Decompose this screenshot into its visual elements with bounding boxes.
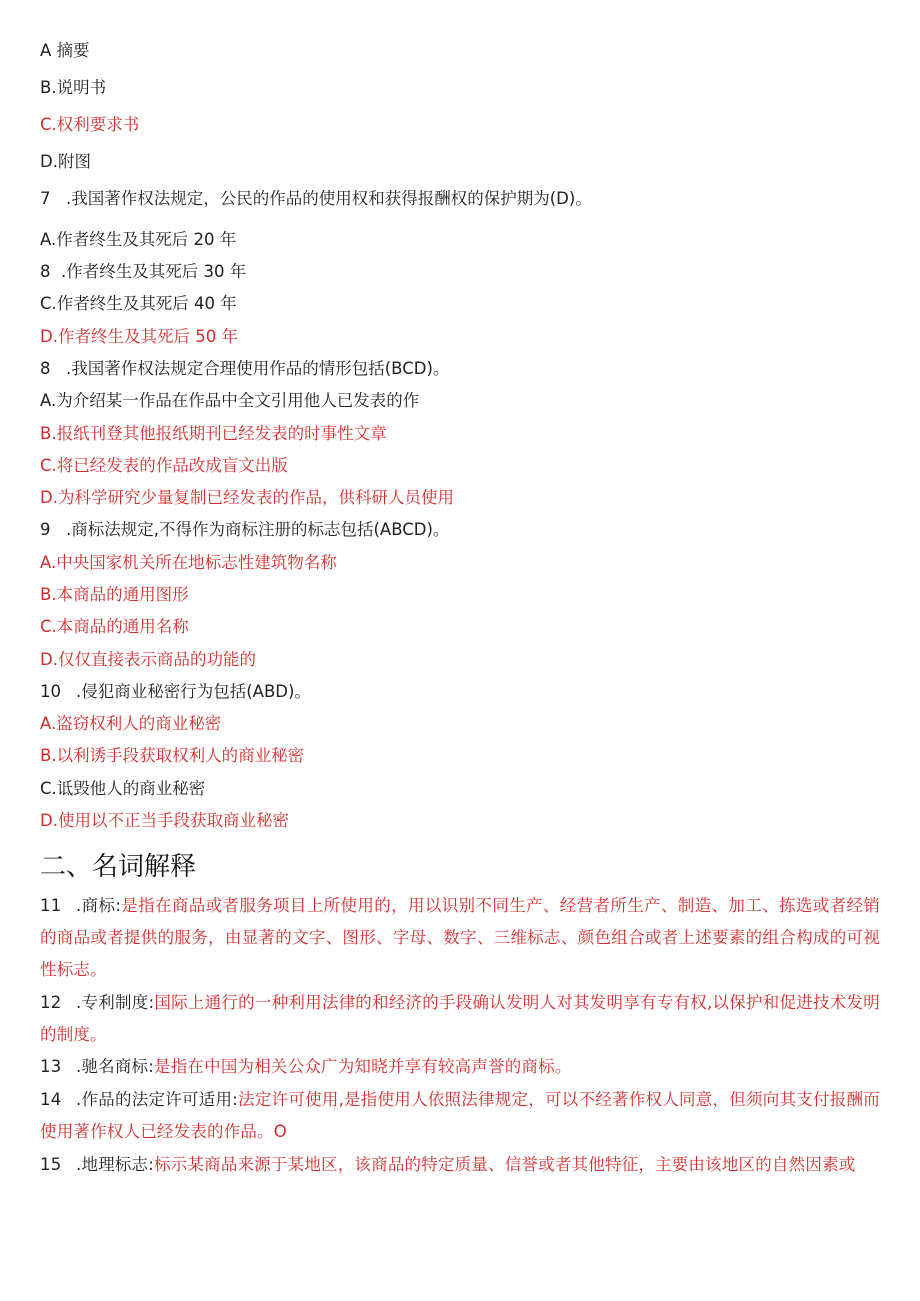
term-15 bbox=[40, 1149, 880, 1181]
term-11-definition: 是指在商品或者服务项目上所使用的，用以识别不同生产、经营者所生产、制造、加工、拣选或者经销的商品或者提供的服务，由显著的文字、图形、字母、数字、三维标志、颜色组合或者上述要素的组合构成的可视性标志。 bbox=[40, 896, 881, 979]
q9-option-a: A.中央国家机关所在地标志性建筑物名称 bbox=[40, 553, 337, 572]
q8-question bbox=[40, 359, 449, 379]
q9-option-c: C.本商品的通用名称 bbox=[40, 617, 189, 636]
q9-stem: .商标法规定,不得作为商标注册的标志包括(ABCD)。 bbox=[66, 520, 450, 539]
q6-option-d: D.附图 bbox=[40, 152, 91, 171]
q6-option-b: B.说明书 bbox=[40, 78, 107, 97]
q8-option-c: C.将已经发表的作品改成盲文出版 bbox=[40, 456, 288, 475]
q10-question bbox=[40, 682, 311, 702]
q9-question bbox=[40, 520, 449, 540]
q7-option-d: D.作者终生及其死后 50 年 bbox=[40, 327, 238, 346]
term-12-definition: 国际上通行的一种利用法律的和经济的手段确认发明人对其发明享有专有权,以保护和促进技术发明的制度。 bbox=[40, 993, 880, 1044]
term-14-number: 14 bbox=[40, 1090, 62, 1109]
q6-option-a: A 摘要 bbox=[40, 41, 90, 60]
q8-stem: .我国著作权法规定合理使用作品的情形包括(BCD)。 bbox=[66, 359, 450, 378]
q10-option-b: B.以利诱手段获取权利人的商业秘密 bbox=[40, 746, 305, 765]
term-13-definition: 是指在中国为相关公众广为知晓并享有较高声誉的商标。 bbox=[154, 1057, 572, 1076]
term-11 bbox=[40, 890, 880, 986]
q10-option-a: A.盗窃权利人的商业秘密 bbox=[40, 714, 222, 733]
q8-option-d: D.为科学研究少量复制已经发表的作品，供科研人员使用 bbox=[40, 488, 454, 507]
term-14 bbox=[40, 1084, 880, 1148]
term-11-number: 11 bbox=[40, 896, 62, 915]
q9-option-d: D.仅仅直接表示商品的功能的 bbox=[40, 650, 256, 669]
term-13-label: .驰名商标: bbox=[76, 1057, 155, 1076]
q7-stem: .我国著作权法规定，公民的作品的使用权和获得报酬权的保护期为(D)。 bbox=[66, 189, 592, 208]
q10-option-c: C.诋毁他人的商业秘密 bbox=[40, 779, 206, 798]
q9-number: 9 bbox=[40, 520, 51, 539]
term-12 bbox=[40, 987, 880, 1051]
q8-number: 8 bbox=[40, 359, 51, 378]
q8-option-b: B.报纸刊登其他报纸期刊已经发表的时事性文章 bbox=[40, 424, 387, 443]
q7-number: 7 bbox=[40, 189, 51, 208]
term-14-label: .作品的法定许可适用: bbox=[76, 1090, 239, 1109]
q7-question bbox=[40, 189, 592, 209]
term-15-label: .地理标志: bbox=[76, 1155, 155, 1174]
term-14-definition: 法定许可使用,是指使用人依照法律规定，可以不经著作权人同意，但须向其支付报酬而使用著作权人已经发表的作品。O bbox=[40, 1090, 881, 1141]
q7-option-b: 8 .作者终生及其死后 30 年 bbox=[40, 262, 247, 281]
term-15-number: 15 bbox=[40, 1155, 62, 1174]
q9-option-b: B.本商品的通用图形 bbox=[40, 585, 189, 604]
q10-number: 10 bbox=[40, 682, 61, 701]
q7-option-c: C.作者终生及其死后 40 年 bbox=[40, 294, 237, 313]
q7-option-a: A.作者终生及其死后 20 年 bbox=[40, 230, 237, 249]
term-11-label: .商标: bbox=[76, 896, 122, 915]
q10-option-d: D.使用以不正当手段获取商业秘密 bbox=[40, 811, 289, 830]
term-12-number: 12 bbox=[40, 993, 62, 1012]
q10-stem: .侵犯商业秘密行为包括(ABD)。 bbox=[76, 682, 311, 701]
q6-option-c: C.权利要求书 bbox=[40, 115, 140, 134]
section-title: 二、名词解释 bbox=[40, 852, 197, 882]
q8-option-a: A.为介绍某一作品在作品中全文引用他人已发表的作 bbox=[40, 391, 420, 410]
term-13 bbox=[40, 1051, 880, 1083]
term-13-number: 13 bbox=[40, 1057, 62, 1076]
term-12-label: .专利制度: bbox=[76, 993, 155, 1012]
term-15-definition: 标示某商品来源于某地区，该商品的特定质量、信誉或者其他特征，主要由该地区的自然因素或 bbox=[154, 1155, 856, 1174]
